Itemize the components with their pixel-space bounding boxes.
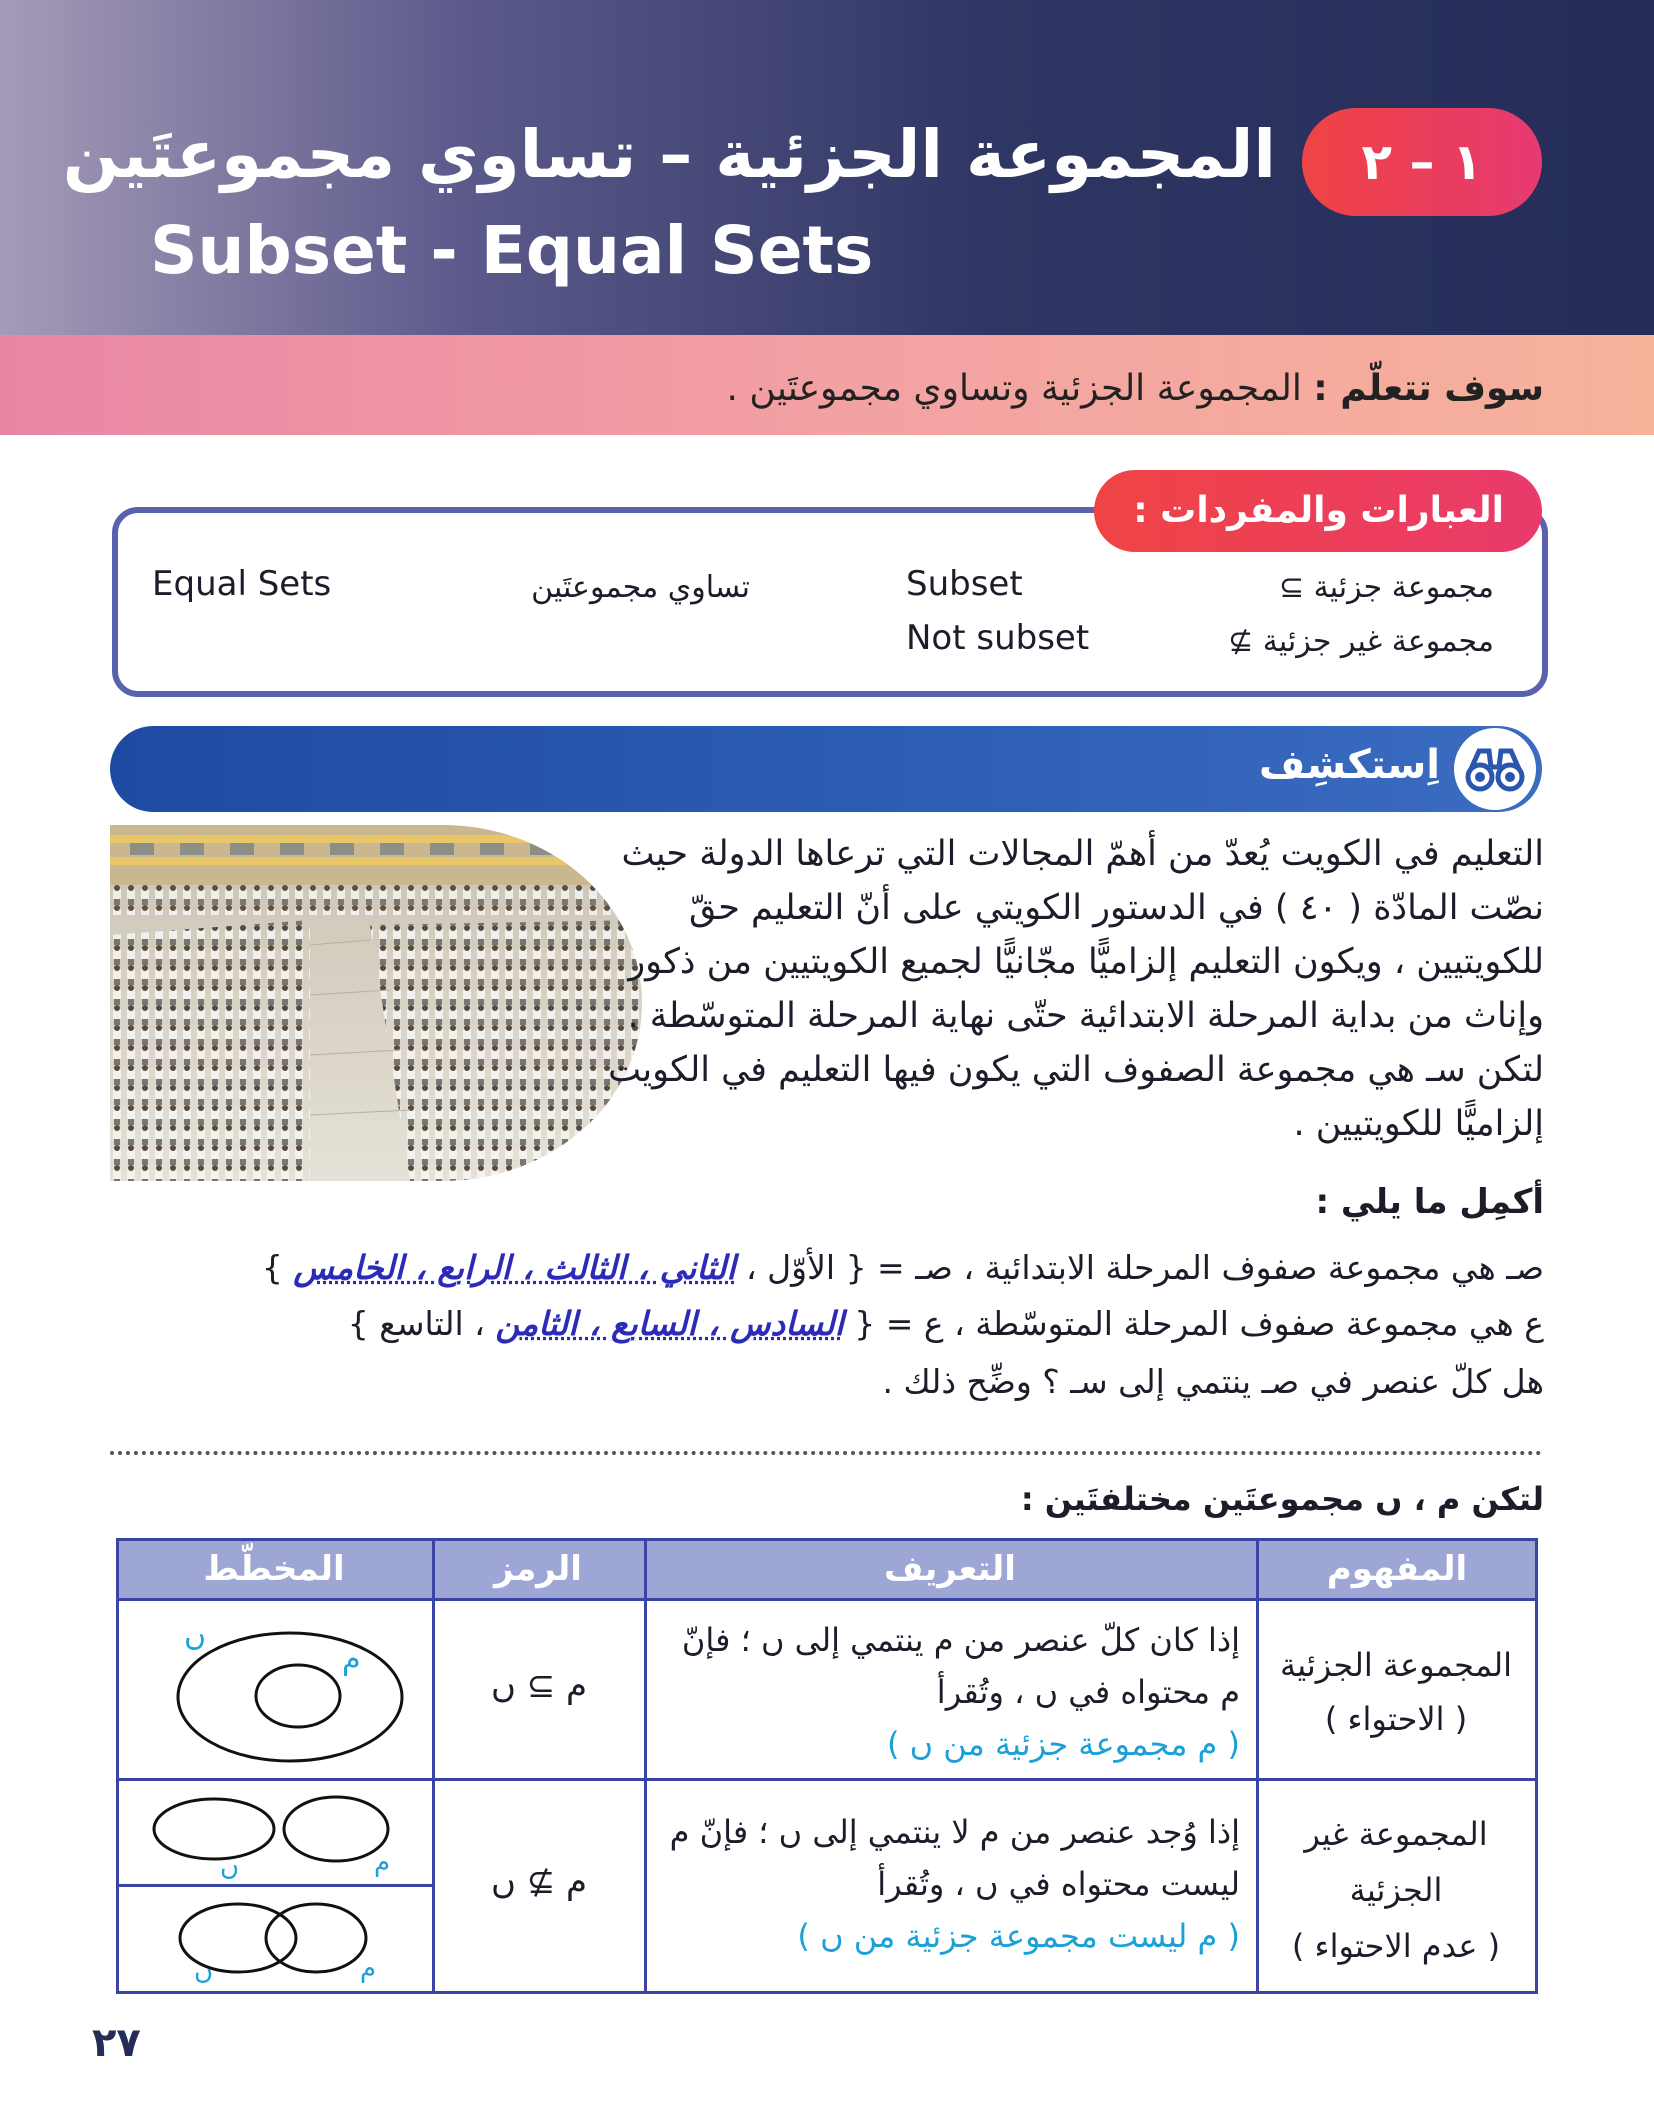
explore-paragraph-line: التعليم في الكويت يُعدّ من أهمّ المجالات التي ترعاها الدولة حيث xyxy=(621,834,1544,874)
overlapping-sets-diagram xyxy=(120,1888,430,1990)
definition-cell xyxy=(660,1806,1240,1962)
explore-paragraph-line: إلزاميًّا للكويتيين . xyxy=(1293,1104,1544,1144)
vocab-term-ar: مجموعة جزئية ⊇ xyxy=(1278,570,1494,605)
page-title-english: Subset - Equal Sets xyxy=(150,212,874,289)
definition-reading: ( م مجموعة جزئية من ں ) xyxy=(886,1725,1240,1763)
vocab-term-en: Subset xyxy=(906,564,1023,604)
table-border xyxy=(1535,1538,1538,1994)
learning-objective xyxy=(727,368,1544,409)
table-border xyxy=(116,1538,119,1994)
concept-name: المجموعة الجزئية xyxy=(1280,1646,1512,1684)
table-header: الرمز xyxy=(432,1538,644,1600)
objective-text: المجموعة الجزئية وتساوي مجموعتَين . xyxy=(726,368,1302,409)
concept-sub: ( عدم الاحتواء ) xyxy=(1291,1927,1501,1965)
table-border xyxy=(116,1598,1538,1601)
exercise-text: } xyxy=(261,1248,283,1287)
exercise-line-2 xyxy=(348,1304,1544,1343)
explore-title: اِستكشِف xyxy=(1259,742,1440,788)
complete-label: أكمِل ما يلي : xyxy=(1315,1182,1544,1222)
definition-line: إذا كان كلّ عنصر من م ينتمي إلى ں ؛ فإنّ xyxy=(681,1621,1240,1659)
lesson-number-badge: ١ – ٢ xyxy=(1302,108,1542,216)
table-header: المفهوم xyxy=(1256,1538,1538,1600)
set-label-n: ں xyxy=(184,1618,207,1653)
diagram-cell xyxy=(120,1888,430,1990)
vocabulary-title: العبارات والمفردات : xyxy=(1133,490,1504,531)
definition-line: ليست محتواه في ں ، وتُقرأ xyxy=(877,1865,1240,1903)
concept-sub: ( الاحتواء ) xyxy=(1324,1700,1468,1738)
vocab-term-en: Equal Sets xyxy=(152,564,332,604)
explore-paragraph-line: وإناث من بداية المرحلة الابتدائية حتّى نهاية المرحلة المتوسّطة . xyxy=(627,996,1544,1036)
exercise-text: صـ هي مجموعة صفوف المرحلة الابتدائية ، صـ = { الأوّل ، xyxy=(746,1248,1544,1287)
table-border xyxy=(644,1538,647,1994)
vocab-term-en: Not subset xyxy=(906,618,1090,658)
concept-table xyxy=(116,1538,1538,1994)
table-intro: لتكن م ، ں مجموعتَين مختلفتَين : xyxy=(1020,1480,1544,1518)
exercise-line-1 xyxy=(262,1248,1544,1287)
exercise-text: ع هي مجموعة صفوف المرحلة المتوسّطة ، ع = { xyxy=(854,1304,1544,1343)
set-label-n: ں xyxy=(194,1956,214,1986)
table-border xyxy=(116,1991,1538,1994)
vocab-term-ar: مجموعة غير جزئية ⊉ xyxy=(1228,624,1494,659)
subset-venn-diagram xyxy=(120,1602,430,1776)
table-border xyxy=(432,1538,435,1994)
diagram-cell xyxy=(120,1782,430,1882)
table-header: التعريف xyxy=(644,1538,1256,1600)
vocab-term-ar: تساوي مجموعتَين xyxy=(531,570,750,605)
binoculars-icon xyxy=(1454,728,1536,810)
handwritten-answer: السادس ، السابع ، الثامن xyxy=(495,1304,844,1343)
set-label-m: م xyxy=(342,1642,361,1677)
table-border xyxy=(116,1778,1538,1781)
table-border xyxy=(116,1538,1538,1541)
objective-label: سوف تتعلّم : xyxy=(1313,368,1544,409)
explore-paragraph-line: للكويتيين ، ويكون التعليم إلزاميًّا مجّانيًّا لجميع الكويتيين من ذكور xyxy=(628,942,1544,982)
set-label-m: م xyxy=(374,1848,391,1878)
exercise-question: هل كلّ عنصر في صـ ينتمي إلى سـ ؟ وضِّح ذلك . xyxy=(882,1362,1544,1401)
set-label-n: ں xyxy=(220,1852,240,1882)
explore-paragraph-line: نصّت المادّة ( ٤٠ ) في الدستور الكويتي على أنّ التعليم حقّ xyxy=(689,888,1544,928)
diagram-cell xyxy=(120,1602,430,1776)
concept-cell xyxy=(1260,1806,1532,1974)
concept-name-2: الجزئية xyxy=(1349,1871,1443,1909)
symbol-cell: م ⊉ ں xyxy=(490,1862,588,1902)
table-border xyxy=(116,1884,432,1887)
concept-cell xyxy=(1260,1638,1532,1746)
definition-cell xyxy=(660,1614,1240,1770)
school-assembly-photo xyxy=(110,825,642,1181)
symbol-cell: م ⊇ ں xyxy=(490,1666,588,1706)
explore-paragraph-line: لتكن سـ هي مجموعة الصفوف التي يكون فيها التعليم في الكويت xyxy=(608,1050,1544,1090)
table-header: المخطّط xyxy=(116,1538,432,1600)
definition-line: إذا وُجد عنصر من م لا ينتمي إلى ں ؛ فإنّ م xyxy=(669,1813,1240,1851)
section-divider xyxy=(110,1451,1542,1455)
page-title-arabic: المجموعة الجزئية – تساوي مجموعتَين xyxy=(62,116,1276,193)
concept-name: المجموعة غير xyxy=(1304,1815,1488,1853)
handwritten-answer: الثاني ، الثالث ، الرابع ، الخامس xyxy=(293,1248,736,1287)
definition-reading: ( م ليست مجموعة جزئية من ں ) xyxy=(797,1917,1240,1955)
definition-line: م محتواه في ں ، وتُقرأ xyxy=(936,1673,1240,1711)
page-number: ٢٧ xyxy=(92,2020,141,2066)
set-label-m: م xyxy=(360,1954,377,1984)
exercise-text: ، التاسع } xyxy=(347,1304,485,1343)
table-border xyxy=(1256,1538,1259,1994)
